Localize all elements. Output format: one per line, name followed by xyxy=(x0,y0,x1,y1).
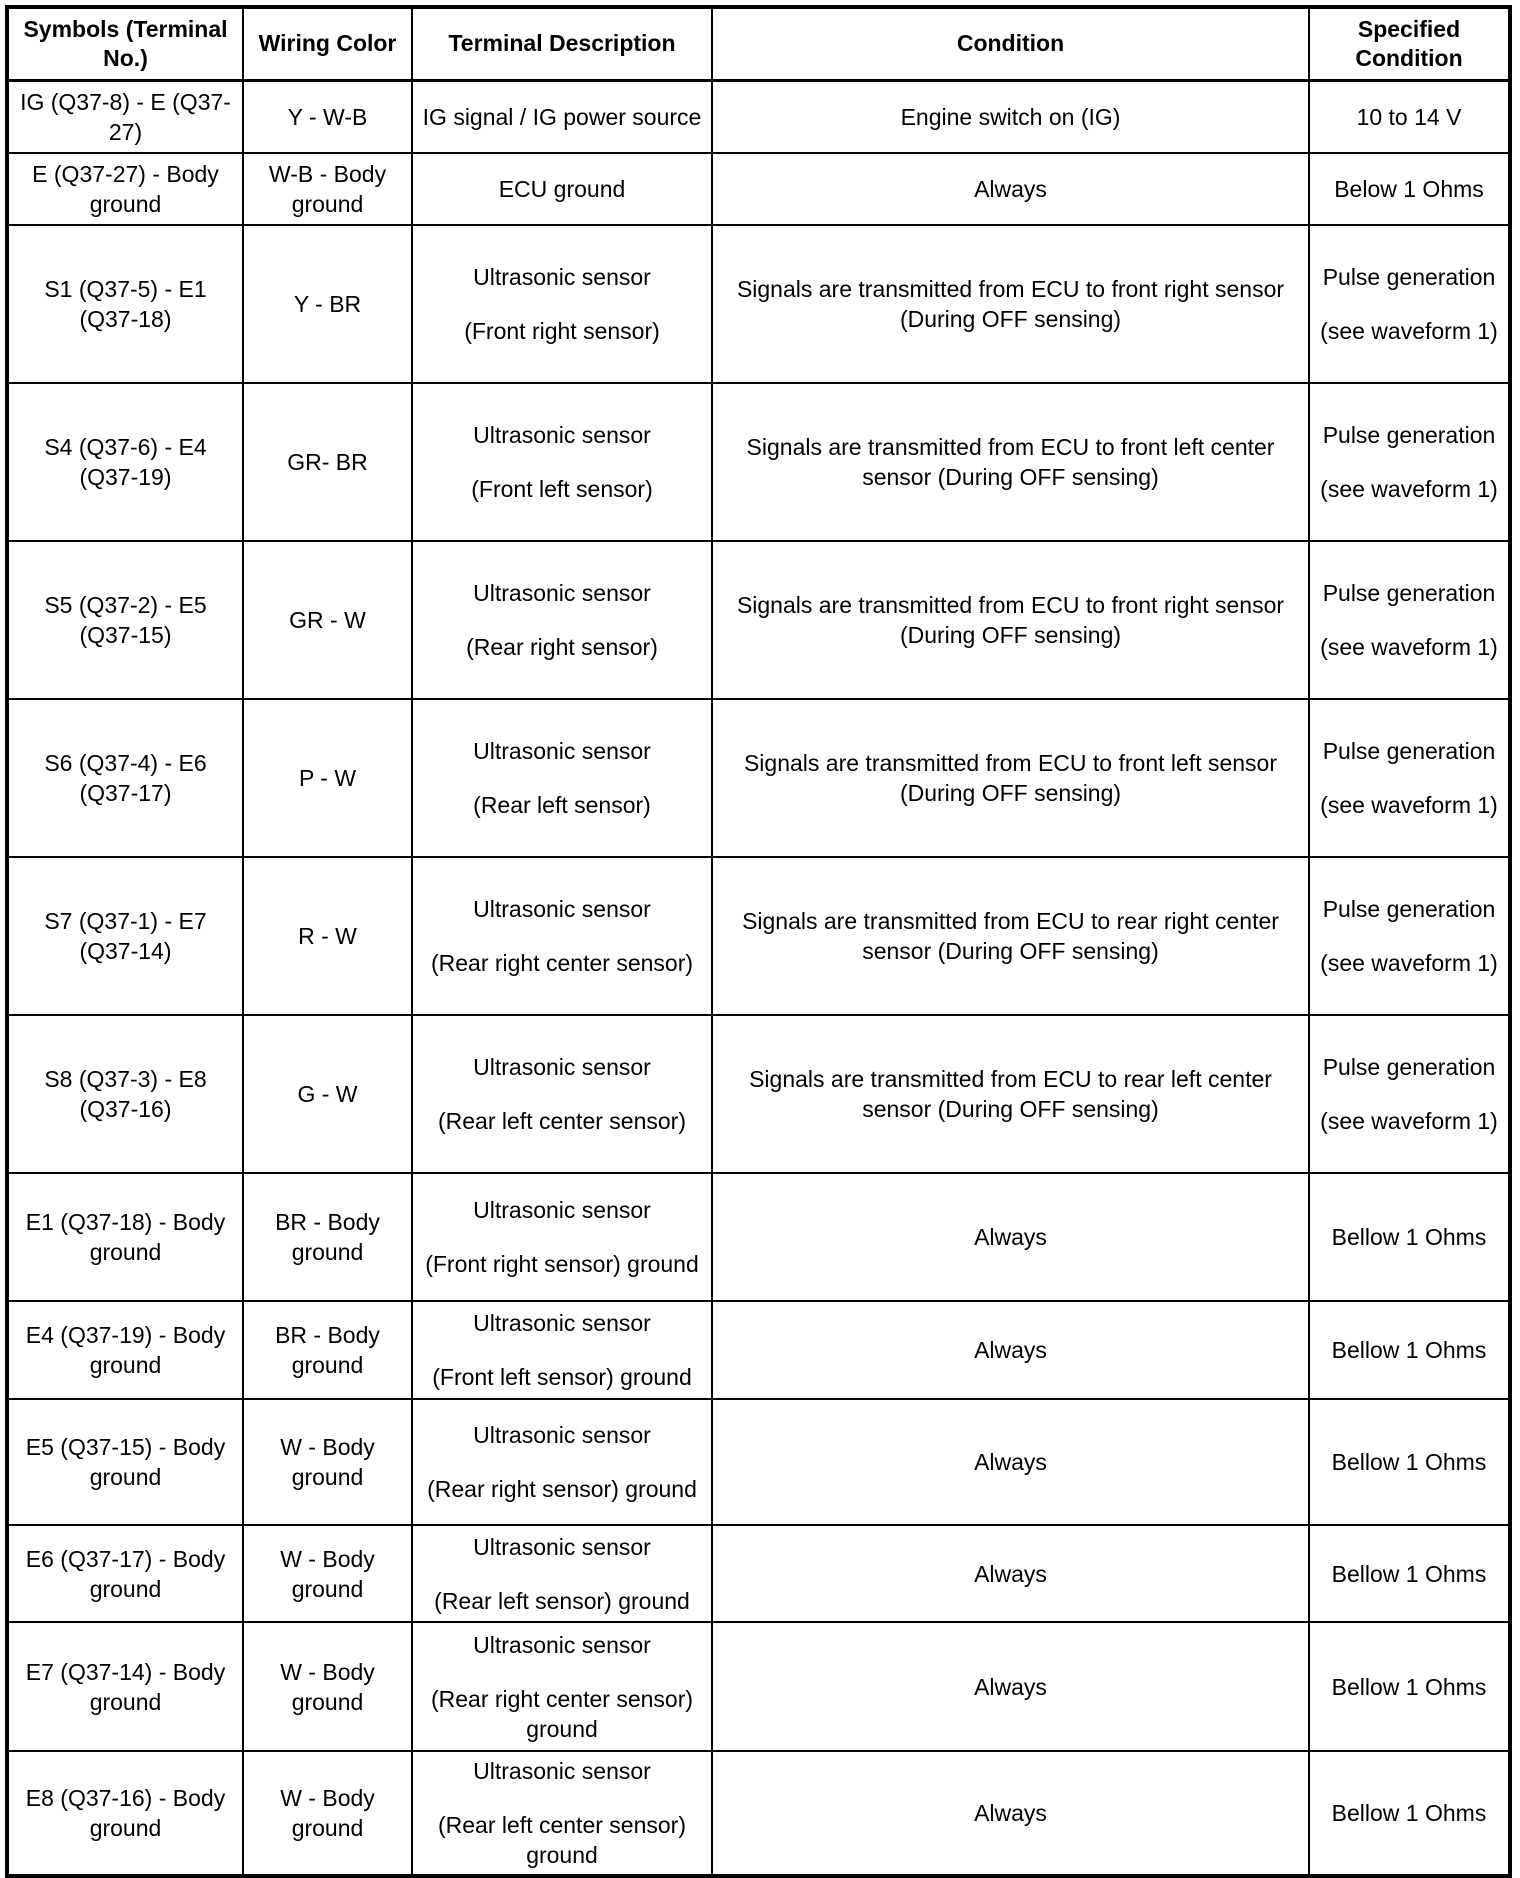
terminal-description-text: Ultrasonic sensor xyxy=(473,1631,651,1658)
terminal-description-text: Ultrasonic sensor xyxy=(473,264,651,290)
cell-condition: Engine switch on (IG) xyxy=(712,80,1309,153)
cell-symbol: S6 (Q37-4) - E6 (Q37-17) xyxy=(7,699,243,857)
terminal-description-text: Ultrasonic sensor xyxy=(473,1533,651,1560)
specified-condition-text: Pulse generation xyxy=(1322,422,1496,448)
cell-condition: Always xyxy=(712,1622,1309,1751)
terminal-description-detail: (Rear right center sensor) xyxy=(430,950,694,976)
specified-condition-detail: (see waveform 1) xyxy=(1320,476,1498,502)
line-gap xyxy=(1316,924,1502,948)
cell-terminal-description xyxy=(412,1525,712,1622)
cell-terminal-description xyxy=(412,1751,712,1876)
terminal-description-text: Ultrasonic sensor xyxy=(473,422,651,448)
terminal-inspection-table xyxy=(5,5,1512,1878)
cell-terminal-description xyxy=(412,1173,712,1301)
terminal-description-detail: (Rear right center sensor) ground xyxy=(430,1685,694,1742)
cell-terminal-description xyxy=(412,225,712,383)
line-gap xyxy=(419,924,705,948)
specified-condition-text: Bellow 1 Ohms xyxy=(1331,1673,1487,1700)
line-gap xyxy=(419,292,705,316)
table-row xyxy=(7,1399,1510,1525)
specified-condition-text: Pulse generation xyxy=(1322,1054,1496,1080)
specified-condition-detail: (see waveform 1) xyxy=(1320,1108,1498,1134)
cell-wiring-color: R - W xyxy=(243,857,412,1015)
cell-terminal-description xyxy=(412,153,712,225)
terminal-description-text: Ultrasonic sensor xyxy=(473,738,651,764)
header-symbols: Symbols (Terminal No.) xyxy=(7,7,243,80)
table-row xyxy=(7,153,1510,225)
cell-wiring-color: W - Body ground xyxy=(243,1399,412,1525)
cell-specified-condition xyxy=(1309,80,1510,153)
line-gap xyxy=(419,1660,705,1684)
terminal-description-detail: (Rear right sensor) ground xyxy=(427,1476,697,1502)
cell-specified-condition xyxy=(1309,153,1510,225)
cell-condition: Signals are transmitted from ECU to front right sensor (During OFF sensing) xyxy=(712,541,1309,699)
cell-terminal-description xyxy=(412,699,712,857)
specified-condition-text: Bellow 1 Ohms xyxy=(1331,1337,1487,1363)
specified-condition-text: 10 to 14 V xyxy=(1356,103,1462,130)
terminal-description-detail: (Rear right sensor) xyxy=(466,634,658,660)
table-row xyxy=(7,1525,1510,1622)
terminal-description-text: Ultrasonic sensor xyxy=(473,1758,651,1784)
specified-condition-detail: (see waveform 1) xyxy=(1320,318,1498,344)
table-row xyxy=(7,541,1510,699)
cell-symbol: S4 (Q37-6) - E4 (Q37-19) xyxy=(7,383,243,541)
cell-condition: Signals are transmitted from ECU to front left sensor (During OFF sensing) xyxy=(712,699,1309,857)
specified-condition-text: Pulse generation xyxy=(1322,264,1496,290)
cell-specified-condition xyxy=(1309,1399,1510,1525)
cell-terminal-description xyxy=(412,383,712,541)
cell-symbol: E4 (Q37-19) - Body ground xyxy=(7,1301,243,1399)
cell-specified-condition xyxy=(1309,1301,1510,1399)
cell-specified-condition xyxy=(1309,1525,1510,1622)
table-row xyxy=(7,383,1510,541)
line-gap xyxy=(1316,766,1502,790)
cell-condition: Signals are transmitted from ECU to rear right center sensor (During OFF sensing) xyxy=(712,857,1309,1015)
cell-wiring-color: W - Body ground xyxy=(243,1622,412,1751)
line-gap xyxy=(419,1338,705,1362)
cell-terminal-description xyxy=(412,857,712,1015)
cell-specified-condition xyxy=(1309,225,1510,383)
cell-wiring-color: W - Body ground xyxy=(243,1525,412,1622)
terminal-description-text: IG signal / IG power source xyxy=(422,103,702,130)
specified-condition-text: Bellow 1 Ohms xyxy=(1331,1224,1487,1250)
cell-terminal-description xyxy=(412,1399,712,1525)
table-row xyxy=(7,1015,1510,1173)
line-gap xyxy=(419,1082,705,1106)
cell-symbol: S1 (Q37-5) - E1 (Q37-18) xyxy=(7,225,243,383)
line-gap xyxy=(419,1786,705,1810)
specified-condition-detail: (see waveform 1) xyxy=(1320,634,1498,660)
specified-condition-text: Pulse generation xyxy=(1322,738,1496,764)
specified-condition-text: Below 1 Ohms xyxy=(1334,176,1484,202)
terminal-description-detail: (Front left sensor) xyxy=(471,476,653,502)
cell-symbol: S8 (Q37-3) - E8 (Q37-16) xyxy=(7,1015,243,1173)
line-gap xyxy=(419,608,705,632)
cell-symbol: E8 (Q37-16) - Body ground xyxy=(7,1751,243,1876)
cell-terminal-description xyxy=(412,80,712,153)
terminal-description-text: ECU ground xyxy=(498,176,626,202)
terminal-description-text: Ultrasonic sensor xyxy=(473,1422,651,1448)
header-specified-condition: Specified Condition xyxy=(1309,7,1510,80)
terminal-description-detail: (Rear left center sensor) ground xyxy=(438,1812,686,1868)
cell-terminal-description xyxy=(412,1015,712,1173)
cell-specified-condition xyxy=(1309,541,1510,699)
line-gap xyxy=(1316,450,1502,474)
line-gap xyxy=(419,1225,705,1249)
cell-symbol: E7 (Q37-14) - Body ground xyxy=(7,1622,243,1751)
terminal-description-detail: (Front right sensor) xyxy=(464,318,660,344)
table-row xyxy=(7,80,1510,153)
cell-condition: Always xyxy=(712,1399,1309,1525)
cell-condition: Signals are transmitted from ECU to rear left center sensor (During OFF sensing) xyxy=(712,1015,1309,1173)
cell-wiring-color: GR - W xyxy=(243,541,412,699)
specified-condition-detail: (see waveform 1) xyxy=(1320,792,1498,818)
line-gap xyxy=(419,1450,705,1474)
cell-terminal-description xyxy=(412,1622,712,1751)
cell-specified-condition xyxy=(1309,699,1510,857)
table-row xyxy=(7,699,1510,857)
cell-condition: Always xyxy=(712,153,1309,225)
cell-specified-condition xyxy=(1309,1173,1510,1301)
cell-symbol: S7 (Q37-1) - E7 (Q37-14) xyxy=(7,857,243,1015)
table-row xyxy=(7,1301,1510,1399)
line-gap xyxy=(419,450,705,474)
header-row xyxy=(7,7,1510,80)
table-row xyxy=(7,225,1510,383)
cell-wiring-color: W-B - Body ground xyxy=(243,153,412,225)
cell-wiring-color: GR- BR xyxy=(243,383,412,541)
cell-specified-condition xyxy=(1309,383,1510,541)
line-gap xyxy=(1316,608,1502,632)
cell-terminal-description xyxy=(412,1301,712,1399)
table-row xyxy=(7,857,1510,1015)
specified-condition-text: Pulse generation xyxy=(1322,580,1496,606)
terminal-description-text: Ultrasonic sensor xyxy=(473,1054,651,1080)
cell-wiring-color: G - W xyxy=(243,1015,412,1173)
header-terminal-description: Terminal Description xyxy=(412,7,712,80)
cell-symbol: S5 (Q37-2) - E5 (Q37-15) xyxy=(7,541,243,699)
specified-condition-text: Bellow 1 Ohms xyxy=(1331,1449,1487,1475)
cell-condition: Always xyxy=(712,1301,1309,1399)
cell-terminal-description xyxy=(412,541,712,699)
cell-wiring-color: BR - Body ground xyxy=(243,1173,412,1301)
table-row xyxy=(7,1622,1510,1751)
line-gap xyxy=(1316,292,1502,316)
table-row xyxy=(7,1173,1510,1301)
specified-condition-text: Bellow 1 Ohms xyxy=(1331,1800,1487,1826)
cell-wiring-color: P - W xyxy=(243,699,412,857)
cell-wiring-color: Y - W-B xyxy=(243,80,412,153)
terminal-description-detail: (Rear left sensor) ground xyxy=(434,1587,690,1614)
specified-condition-detail: (see waveform 1) xyxy=(1320,950,1498,976)
line-gap xyxy=(419,766,705,790)
terminal-description-text: Ultrasonic sensor xyxy=(473,580,651,606)
header-condition: Condition xyxy=(712,7,1309,80)
header-wiring-color: Wiring Color xyxy=(243,7,412,80)
cell-specified-condition xyxy=(1309,1015,1510,1173)
line-gap xyxy=(1316,1082,1502,1106)
terminal-description-detail: (Front left sensor) ground xyxy=(432,1364,692,1390)
cell-specified-condition xyxy=(1309,857,1510,1015)
cell-condition: Always xyxy=(712,1525,1309,1622)
cell-condition: Always xyxy=(712,1751,1309,1876)
cell-symbol: IG (Q37-8) - E (Q37-27) xyxy=(7,80,243,153)
cell-specified-condition xyxy=(1309,1622,1510,1751)
cell-condition: Signals are transmitted from ECU to front left center sensor (During OFF sensing) xyxy=(712,383,1309,541)
specified-condition-text: Pulse generation xyxy=(1322,896,1496,922)
cell-specified-condition xyxy=(1309,1751,1510,1876)
cell-condition: Signals are transmitted from ECU to front right sensor (During OFF sensing) xyxy=(712,225,1309,383)
cell-wiring-color: W - Body ground xyxy=(243,1751,412,1876)
terminal-description-detail: (Rear left sensor) xyxy=(473,792,651,818)
terminal-description-text: Ultrasonic sensor xyxy=(473,1310,651,1336)
cell-symbol: E5 (Q37-15) - Body ground xyxy=(7,1399,243,1525)
cell-condition: Always xyxy=(712,1173,1309,1301)
terminal-description-detail: (Front right sensor) ground xyxy=(425,1251,699,1277)
terminal-description-text: Ultrasonic sensor xyxy=(473,1197,651,1223)
cell-symbol: E6 (Q37-17) - Body ground xyxy=(7,1525,243,1622)
cell-wiring-color: Y - BR xyxy=(243,225,412,383)
terminal-description-text: Ultrasonic sensor xyxy=(473,896,651,922)
cell-symbol: E1 (Q37-18) - Body ground xyxy=(7,1173,243,1301)
specified-condition-text: Bellow 1 Ohms xyxy=(1331,1560,1487,1587)
terminal-description-detail: (Rear left center sensor) xyxy=(438,1108,686,1134)
cell-wiring-color: BR - Body ground xyxy=(243,1301,412,1399)
table-row xyxy=(7,1751,1510,1876)
cell-symbol: E (Q37-27) - Body ground xyxy=(7,153,243,225)
line-gap xyxy=(419,1562,705,1586)
